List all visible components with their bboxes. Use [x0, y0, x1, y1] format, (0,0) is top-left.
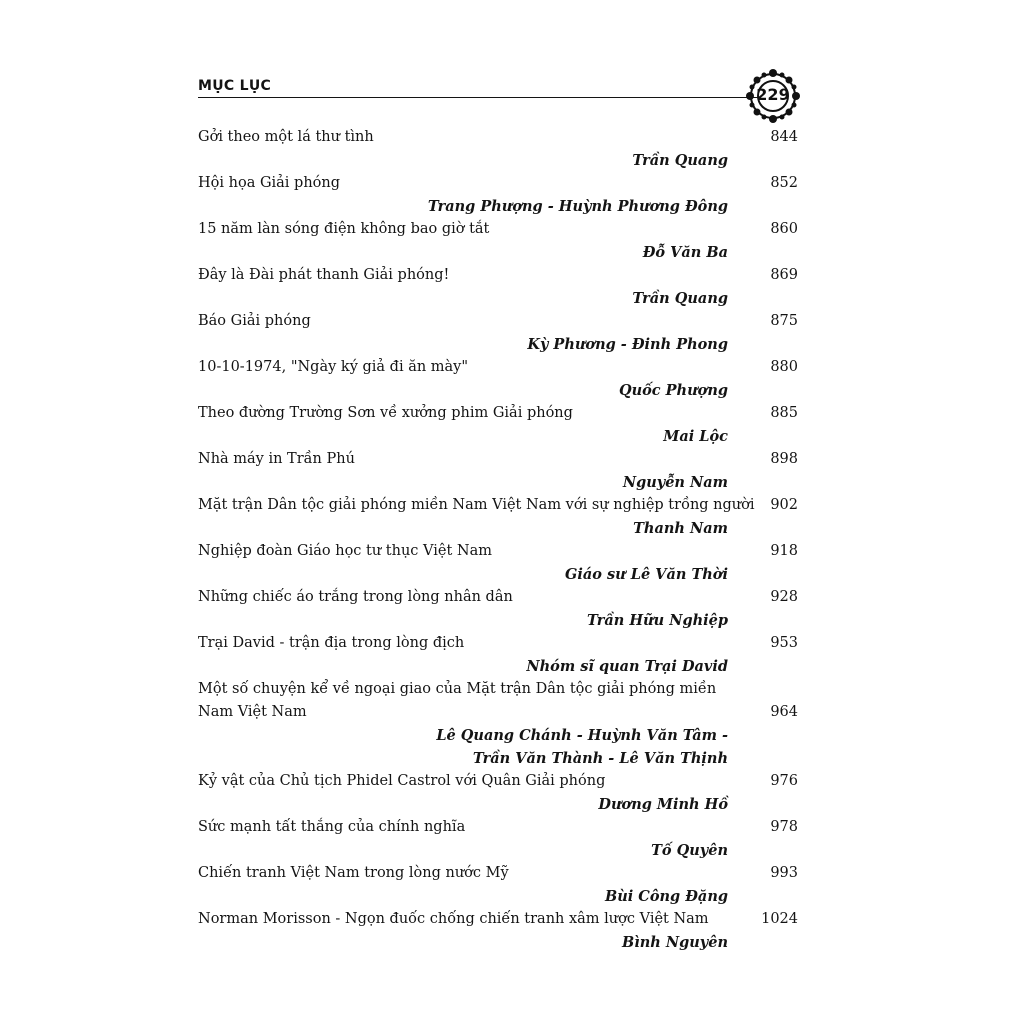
entry-title: Mặt trận Dân tộc giải phóng miền Nam Việt Nam với sự nghiệp trồng người	[198, 497, 755, 513]
entry-title-line	[198, 264, 800, 287]
entry-page-number: 964	[770, 704, 798, 720]
entry-page-number: 993	[770, 865, 798, 881]
entry-author: Trang Phượng - Huỳnh Phương Đông	[427, 198, 728, 215]
entry-title: Gởi theo một lá thư tình	[198, 129, 374, 145]
entry-title: Theo đường Trường Sơn về xưởng phim Giải phóng	[198, 405, 573, 421]
entry-author-line	[198, 241, 800, 264]
toc-entry	[198, 356, 800, 402]
entry-title: 10-10-1974, "Ngày ký giả đi ăn mày"	[198, 359, 469, 375]
entry-author-line	[198, 471, 800, 494]
entry-author-line	[198, 563, 800, 586]
toc-entry	[198, 126, 800, 172]
page-number-medallion	[740, 66, 806, 126]
entry-author-line	[198, 287, 800, 310]
entry-author-line	[198, 793, 800, 816]
entry-title: 15 năm làn sóng điện không bao giờ tắt	[198, 221, 490, 237]
entry-title-line	[198, 908, 800, 931]
entry-author: Quốc Phượng	[618, 382, 728, 399]
entry-title: Đây là Đài phát thanh Giải phóng!	[198, 267, 450, 283]
toc-entry	[198, 448, 800, 494]
entry-title-line	[198, 816, 800, 839]
entry-title-line	[198, 310, 800, 333]
entry-page-number: 918	[770, 543, 798, 559]
entry-author: Nhóm sĩ quan Trại David	[526, 658, 728, 675]
entry-author: Thanh Nam	[633, 520, 728, 537]
entry-page-number: 860	[770, 221, 798, 237]
entry-title-line	[198, 632, 800, 655]
toc-entry	[198, 678, 800, 770]
entry-page-number: 885	[770, 405, 798, 421]
entry-page-number: 875	[770, 313, 798, 329]
entry-title-line	[198, 172, 800, 195]
entry-author: Giáo sư Lê Văn Thời	[565, 566, 728, 583]
entry-author: Bùi Công Đặng	[604, 888, 728, 905]
toc-entry	[198, 540, 800, 586]
entry-author: Trần Văn Thành - Lê Văn Thịnh	[472, 750, 728, 767]
entry-title: Norman Morisson - Ngọn đuốc chống chiến tranh xâm lược Việt Nam	[198, 911, 709, 927]
entry-author: Lê Quang Chánh - Huỳnh Văn Tâm -	[436, 727, 728, 744]
entry-title-line	[198, 448, 800, 471]
entry-title-line	[198, 218, 800, 241]
toc-entry	[198, 862, 800, 908]
entry-author-line	[198, 425, 800, 448]
entry-page-number: 976	[770, 773, 798, 789]
entry-title-line	[198, 678, 800, 701]
entry-title: Nhà máy in Trần Phú	[198, 451, 355, 467]
section-title: MỤC LỤC	[198, 78, 272, 94]
table-of-contents	[198, 126, 800, 954]
entry-author-line	[198, 839, 800, 862]
entry-title-line	[198, 540, 800, 563]
entry-title-continued: Nam Việt Nam	[198, 704, 307, 720]
entry-title: Hội họa Giải phóng	[198, 175, 341, 191]
entry-title: Báo Giải phóng	[198, 313, 311, 329]
entry-page-number: 880	[770, 359, 798, 375]
entry-author-line	[198, 149, 800, 172]
entry-page-number: 1024	[761, 911, 798, 927]
entry-title-line	[198, 862, 800, 885]
entry-author: Tố Quyên	[651, 842, 728, 859]
entry-author: Trần Quang	[632, 290, 728, 307]
entry-author-line	[198, 931, 800, 954]
entry-author-line	[198, 747, 800, 770]
header-divider	[198, 97, 758, 98]
entry-title: Chiến tranh Việt Nam trong lòng nước Mỹ	[198, 865, 509, 881]
entry-title: Một số chuyện kể về ngoại giao của Mặt trận Dân tộc giải phóng miền	[198, 681, 717, 697]
toc-entry	[198, 770, 800, 816]
entry-page-number: 869	[770, 267, 798, 283]
page-header	[198, 78, 798, 100]
toc-entry	[198, 402, 800, 448]
entry-title: Kỷ vật của Chủ tịch Phidel Castrol với Quân Giải phóng	[198, 773, 606, 789]
entry-title: Nghiệp đoàn Giáo học tư thục Việt Nam	[198, 543, 492, 559]
entry-title-line	[198, 402, 800, 425]
entry-title-line	[198, 770, 800, 793]
entry-page-number: 898	[770, 451, 798, 467]
toc-entry	[198, 172, 800, 218]
entry-page-number: 953	[770, 635, 798, 651]
entry-page-number: 902	[770, 497, 798, 513]
entry-title-line	[198, 356, 800, 379]
entry-author-line	[198, 609, 800, 632]
entry-author-line	[198, 195, 800, 218]
entry-title: Sức mạnh tất thắng của chính nghĩa	[198, 819, 466, 835]
entry-title-line	[198, 586, 800, 609]
toc-entry	[198, 908, 800, 954]
entry-author: Dương Minh Hồ	[598, 796, 728, 813]
toc-entry	[198, 494, 800, 540]
toc-entry	[198, 218, 800, 264]
toc-entry	[198, 816, 800, 862]
entry-title: Những chiếc áo trắng trong lòng nhân dân	[198, 589, 513, 605]
entry-page-number: 844	[770, 129, 798, 145]
entry-author: Mai Lộc	[663, 428, 728, 445]
entry-author: Nguyễn Nam	[622, 474, 728, 491]
toc-entry	[198, 632, 800, 678]
toc-entry	[198, 264, 800, 310]
page-number: 229	[756, 85, 790, 104]
entry-author-line	[198, 379, 800, 402]
entry-title-line	[198, 701, 800, 724]
entry-title-line	[198, 494, 800, 517]
entry-author-line	[198, 333, 800, 356]
toc-entry	[198, 310, 800, 356]
entry-title: Trại David - trận địa trong lòng địch	[198, 635, 465, 651]
toc-entry	[198, 586, 800, 632]
entry-page-number: 978	[770, 819, 798, 835]
entry-author-line	[198, 517, 800, 540]
entry-author: Trần Hữu Nghiệp	[587, 612, 728, 629]
entry-author: Đỗ Văn Ba	[642, 244, 728, 261]
entry-author: Bình Nguyên	[621, 934, 728, 951]
entry-title-line	[198, 126, 800, 149]
entry-page-number: 928	[770, 589, 798, 605]
entry-author-line	[198, 724, 800, 747]
entry-author: Kỳ Phương - Đinh Phong	[527, 336, 728, 353]
entry-author-line	[198, 655, 800, 678]
entry-author-line	[198, 885, 800, 908]
entry-page-number: 852	[770, 175, 798, 191]
entry-author: Trần Quang	[632, 152, 728, 169]
